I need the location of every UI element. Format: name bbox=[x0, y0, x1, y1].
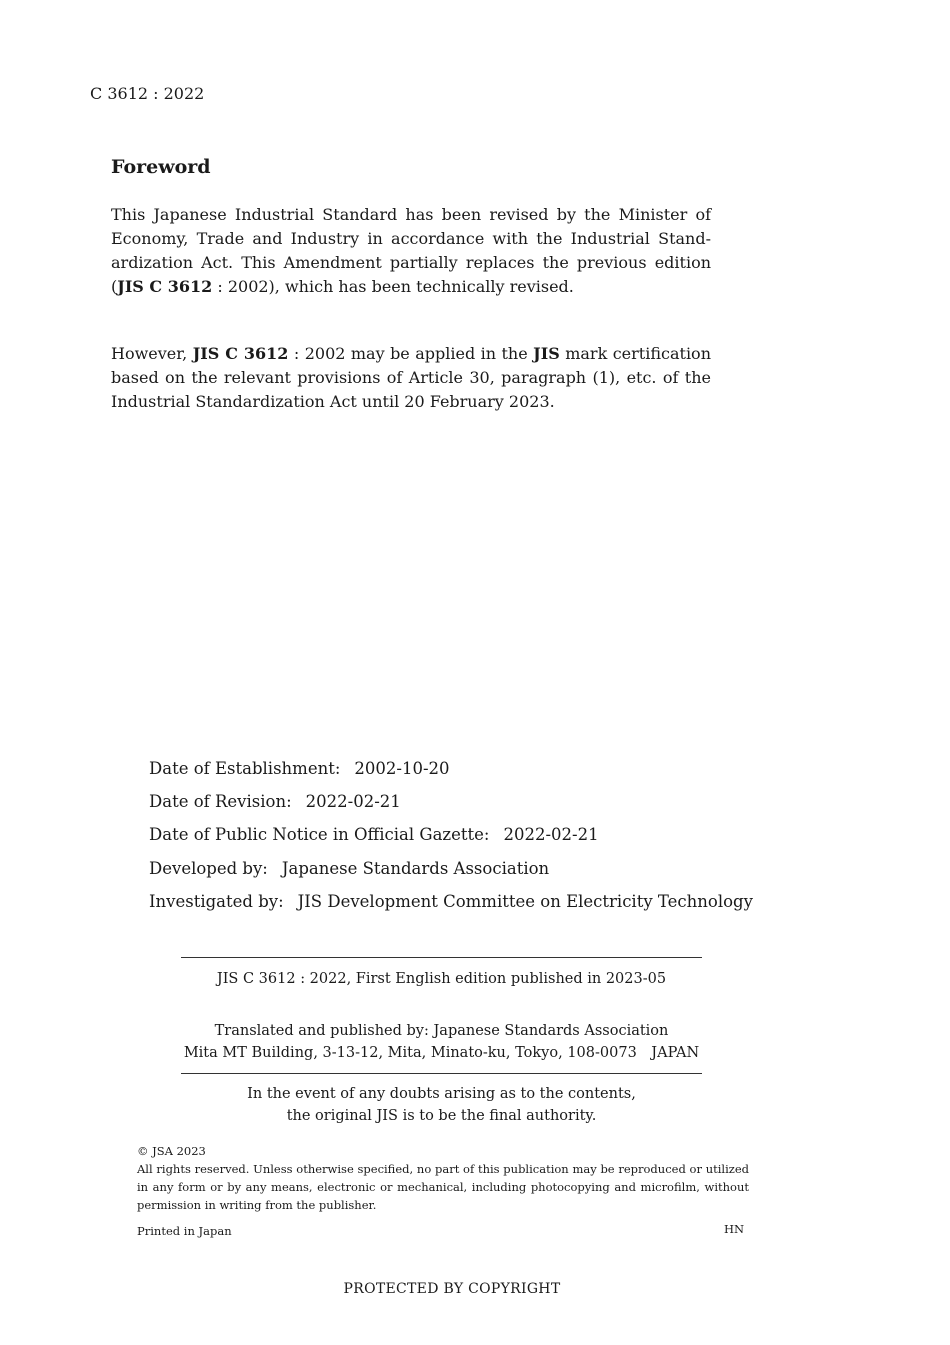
divider-bottom bbox=[181, 1073, 702, 1074]
gazette-value: 2022-02-21 bbox=[503, 825, 599, 844]
doubts-line-2: the original JIS is to be the final authority. bbox=[286, 1108, 597, 1124]
translated-line: Translated and published by: Japanese Standards Association bbox=[214, 1023, 669, 1039]
p2-bold-1: JIS C 3612 bbox=[192, 344, 289, 363]
p2-tail: mark certification based on the relevant provisions of Article 30, paragraph (1), etc. of the Industrial Standardization Act until 20 February 2023. bbox=[111, 344, 711, 411]
divider-top bbox=[181, 957, 702, 958]
foreword-paragraph-1 bbox=[111, 203, 711, 299]
meta-revision bbox=[149, 792, 401, 811]
developed-value: Japanese Standards Association bbox=[281, 859, 550, 878]
document-id: C 3612 : 2022 bbox=[90, 84, 205, 103]
p2-bold-2: JIS bbox=[533, 344, 560, 363]
rights-statement: All rights reserved. Unless otherwise specified, no part of this publication may be reproduced or utilized in any form or by any means, electronic or mechanical, including photocopying and microfilm, without permission in writing from the publisher. bbox=[137, 1162, 749, 1212]
copyright-notice: © JSA 2023 bbox=[137, 1144, 206, 1158]
p1-bold: JIS C 3612 bbox=[117, 277, 213, 296]
address-line: Mita MT Building, 3-13-12, Mita, Minato-ku, Tokyo, 108-0073 JAPAN bbox=[183, 1045, 700, 1061]
meta-investigated bbox=[149, 892, 753, 911]
p1-text: This Japanese Industrial Standard has been revised by the Minister of Economy, Trade and Industry in accordance with the Industrial Standardization Act. This Amendment partially replaces the previous edition ( bbox=[111, 205, 711, 296]
developed-label: Developed by: bbox=[149, 859, 268, 878]
meta-establishment bbox=[149, 759, 450, 778]
foreword-title: Foreword bbox=[111, 156, 211, 178]
printed-in: Printed in Japan bbox=[137, 1224, 232, 1238]
authority-notice bbox=[181, 1083, 702, 1127]
p1-tail: : 2002), which has been technically revised. bbox=[212, 277, 574, 296]
investigated-value: JIS Development Committee on Electricity Technology bbox=[297, 892, 753, 911]
meta-gazette bbox=[149, 825, 599, 844]
printer-code: HN bbox=[724, 1222, 745, 1236]
p2-mid: : 2002 may be applied in the bbox=[288, 344, 534, 363]
foreword-paragraph-2 bbox=[111, 342, 711, 414]
establishment-value: 2002-10-20 bbox=[354, 759, 450, 778]
protected-footer: PROTECTED BY COPYRIGHT bbox=[343, 1281, 561, 1297]
doubts-line-1: In the event of any doubts arising as to the contents, bbox=[247, 1086, 636, 1102]
gazette-label: Date of Public Notice in Official Gazette: bbox=[149, 825, 490, 844]
meta-developed bbox=[149, 859, 549, 878]
revision-value: 2022-02-21 bbox=[305, 792, 401, 811]
establishment-label: Date of Establishment: bbox=[149, 759, 341, 778]
revision-label: Date of Revision: bbox=[149, 792, 292, 811]
publisher-block bbox=[181, 1020, 702, 1064]
investigated-label: Investigated by: bbox=[149, 892, 284, 911]
p2-lead: However, bbox=[111, 344, 193, 363]
edition-line: JIS C 3612 : 2022, First English edition published in 2023-05 bbox=[216, 971, 667, 987]
